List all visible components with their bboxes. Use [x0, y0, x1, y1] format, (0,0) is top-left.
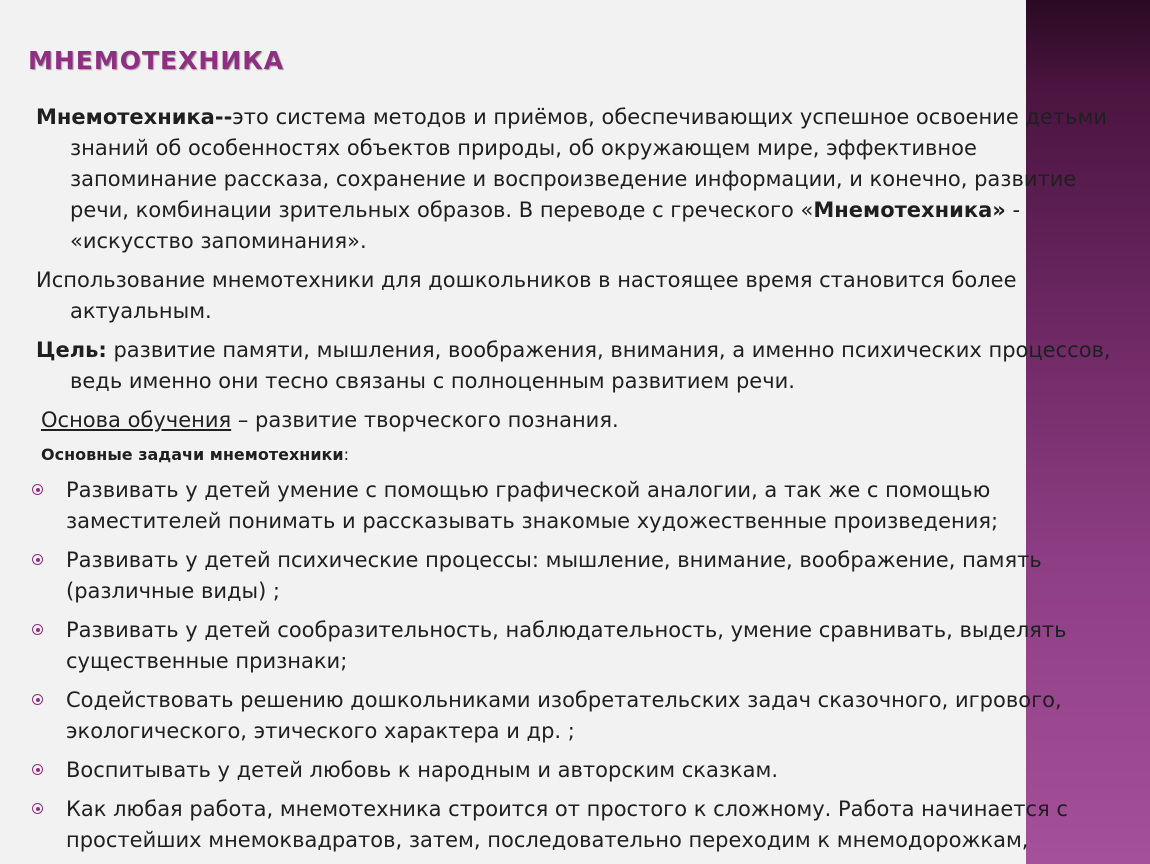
task-item: [32, 545, 1121, 607]
basis-text: – развитие творческого познания.: [231, 408, 619, 432]
circle-bullet-icon: [32, 484, 43, 495]
circle-bullet-icon: [32, 694, 43, 705]
tasks-heading-colon: :: [343, 445, 350, 464]
task-item: [32, 685, 1121, 747]
definition-translation: - «искусство запоминания».: [70, 198, 1021, 253]
circle-bullet-icon: [32, 803, 43, 814]
task-text: Развивать у детей сообразительность, наблюдательность, умение сравнивать, выделять существенные признаки;: [66, 618, 1067, 673]
tasks-heading: [41, 443, 1121, 467]
definition-text: это система методов и приёмов, обеспечивающих успешное освоение детьми знаний об особенностях объектов природы, об окружающем мире, эффективное запоминание рассказа, сохранение и воспроизведение информации, и конечно, развитие речи, комбинации зрительных образов. В переводе с греческого «: [70, 105, 1107, 222]
task-item: [32, 475, 1121, 537]
goal-label: Цель:: [36, 338, 107, 362]
circle-bullet-icon: [32, 764, 43, 775]
circle-bullet-icon: [32, 624, 43, 635]
task-text: Развивать у детей психические процессы: мышление, внимание, воображение, память (различные виды) ;: [66, 548, 1042, 603]
task-text: Содействовать решению дошкольниками изобретательских задач сказочного, игрового, экологического, этического характера и др. ;: [66, 688, 1062, 743]
tasks-heading-text: Основные задачи мнемотехники: [41, 445, 344, 464]
definition-term: Мнемотехника--: [36, 105, 233, 129]
basis-paragraph: [41, 405, 1121, 436]
task-item: [32, 794, 1121, 856]
basis-label: Основа обучения: [41, 408, 232, 432]
slide-content: [36, 102, 1121, 864]
usage-paragraph: Использование мнемотехники для дошкольников в настоящее время становится более актуальным.: [36, 268, 1017, 323]
task-text: Развивать у детей умение с помощью графической аналогии, а так же с помощью заместителей понимать и рассказывать знакомые художественные произведения;: [66, 478, 999, 533]
task-list: [36, 475, 1121, 856]
goal-paragraph: [36, 335, 1121, 397]
task-item: [32, 615, 1121, 677]
circle-bullet-icon: [32, 554, 43, 565]
task-text: Как любая работа, мнемотехника строится от простого к сложному. Работа начинается с простейших мнемоквадратов, затем, последовательно переходим к мнемодорожкам,: [66, 797, 1068, 852]
task-text: Воспитывать у детей любовь к народным и авторским сказкам.: [66, 758, 779, 782]
definition-paragraph: [36, 102, 1121, 257]
task-item: [32, 755, 1121, 786]
slide-title: МНЕМОТЕХНИКА: [28, 46, 285, 75]
goal-text: развитие памяти, мышления, воображения, внимания, а именно психических процессов, ведь именно они тесно связаны с полноценным развитием речи.: [70, 338, 1111, 393]
definition-quoted-term: Мнемотехника»: [813, 198, 1006, 222]
